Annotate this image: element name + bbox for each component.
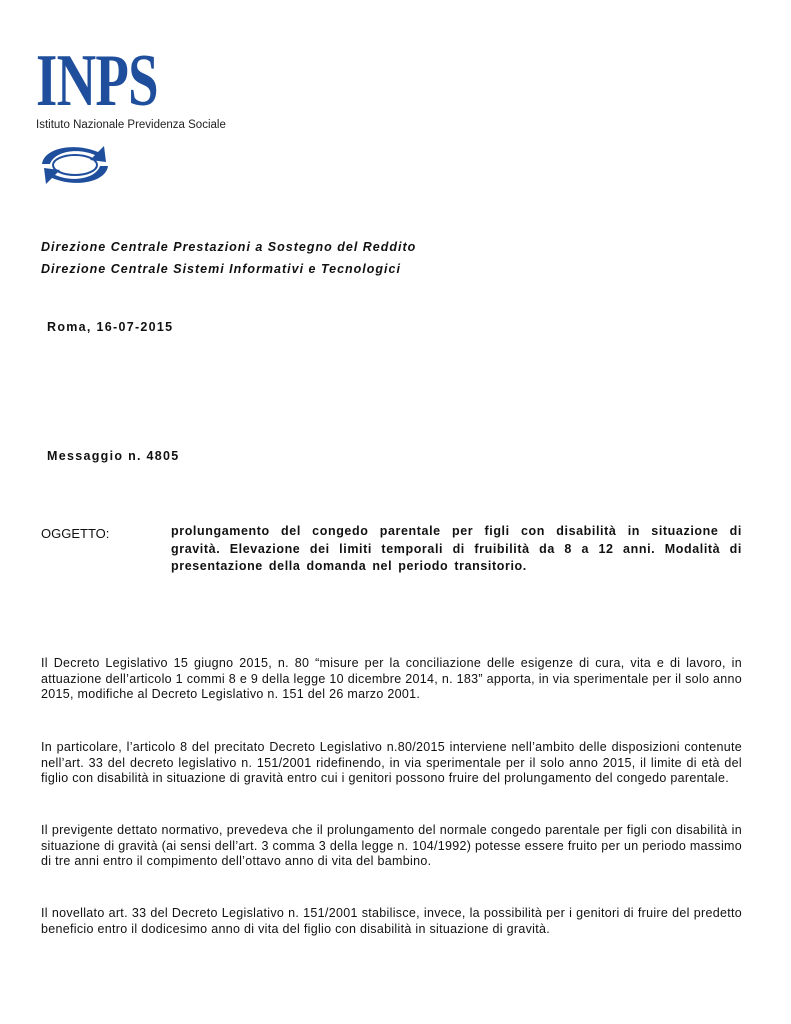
message-number: Messaggio n. 4805 [47,449,180,463]
inps-logo [34,40,254,194]
circular-arrows-icon [34,140,116,190]
logo-wordmark: INPS [36,40,158,122]
body-paragraph: Il previgente dettato normativo, prevedeva che il prolungamento del normale congedo parentale per figli con disabilità in situazione di gravità (ai sensi dell’art. 3 comma 3 della legge n. 104/1992) potesse essere fruito per un periodo massimo di tre anni entro il compimento dell’ottavo anno di vita del bambino. [41,823,742,868]
department-line: Direzione Centrale Sistemi Informativi e Tecnologici [41,262,401,276]
department-line: Direzione Centrale Prestazioni a Sostegno del Reddito [41,240,417,254]
logo-subtitle: Istituto Nazionale Previdenza Sociale [36,119,226,131]
date-line: Roma, 16-07-2015 [47,320,174,334]
body-paragraph: Il Decreto Legislativo 15 giugno 2015, n. 80 “misure per la conciliazione delle esigenze di cura, vita e di lavoro, in attuazione dell’articolo 1 commi 8 e 9 della legge 10 dicembre 2014, n. 183” apporta, in via sperimentale per il solo anno 2015, modifiche al Decreto Legislativo n. 151 del 26 marzo 2001. [41,656,742,701]
body-paragraph: In particolare, l’articolo 8 del precitato Decreto Legislativo n.80/2015 interviene nell’ambito delle disposizioni contenute nell’art. 33 del decreto legislativo n. 151/2001 ridefinendo, in via sperimentale per il solo anno 2015, il limite di età del figlio con disabilità in situazione di gravità entro cui i genitori possono fruire del prolungamento del congedo parentale. [41,740,742,785]
subject-label: OGGETTO: [41,526,110,541]
subject-text: prolungamento del congedo parentale per figli con disabilità in situazione di gravità. Elevazione dei limiti temporali di fruibilità da 8 a 12 anni. Modalità di presentazione della domanda nel periodo transitorio. [171,524,742,573]
body-paragraph: Il novellato art. 33 del Decreto Legislativo n. 151/2001 stabilisce, invece, la possibilità per i genitori di fruire del predetto beneficio entro il dodicesimo anno di vita del figlio con disabilità in situazione di gravità. [41,906,742,936]
